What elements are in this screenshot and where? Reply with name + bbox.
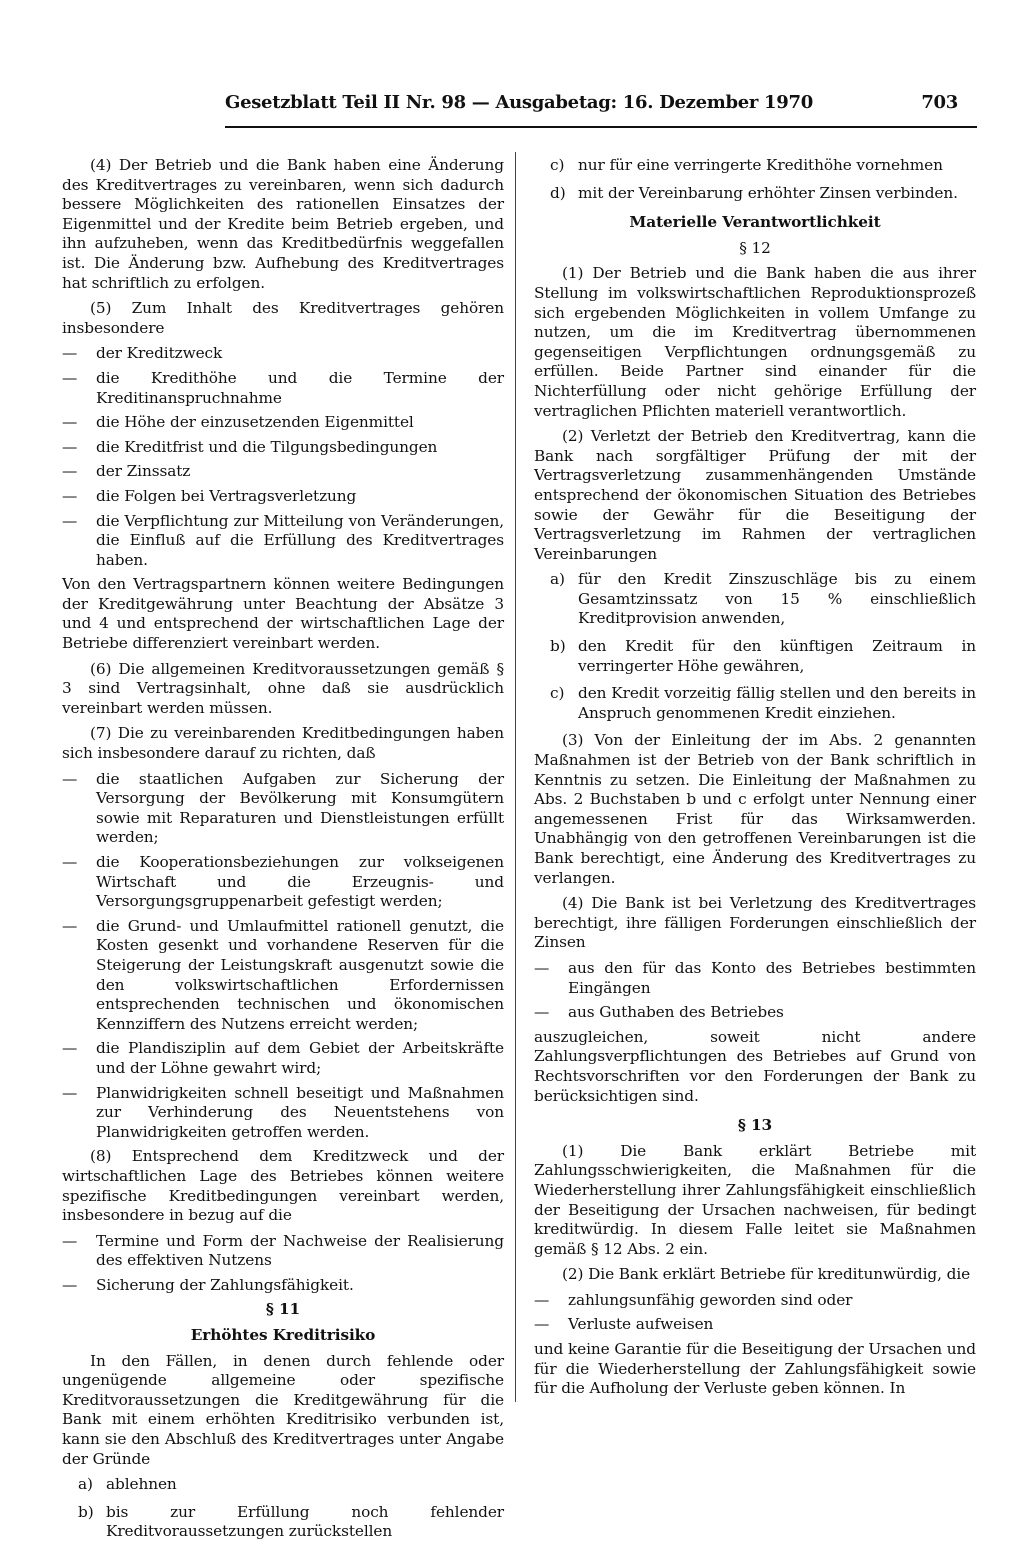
section-13-paragraph-2-list (534, 1291, 976, 1335)
list-item: — die Grund- und Umlaufmittel rationell genutzt, die Kosten gesenkt und vorhandene Reserven für die Steigerung der Leistungskraft ausgenutzt sowie die den volkswirtschaftlichen Erfordernissen entsprechenden technischen und ökonomischen Kennziffern des Nutzens erreicht werden; (62, 916, 504, 1033)
paragraph-5-list (62, 344, 504, 570)
list-item: — die Kooperationsbeziehungen zur volkseigenen Wirtschaft und die Erzeugnis- und Versorgungsgruppenarbeit gefestigt werden; (62, 853, 504, 911)
section-12-paragraph-1: (1) Der Betrieb und die Bank haben die aus ihrer Stellung im volkswirtschaftlichen Reproduktionsprozeß sich ergebenden Möglichkeiten in vollem Umfange zu nutzen, um die im Kreditvertrag übernommenen gegenseitigen Verpflichtungen ordnungsgemäß zu erfüllen. Beide Partner sind einander für die Nichterfüllung oder nicht gehörige Erfüllung der vertraglichen Pflichten materiell verantwortlich. (534, 264, 976, 420)
list-item: — die Höhe der einzusetzenden Eigenmittel (62, 413, 414, 432)
list-item: — aus Guthaben des Betriebes (534, 1003, 784, 1022)
list-item: — der Zinssatz (62, 462, 191, 481)
list-item: b) den Kredit für den künftigen Zeitraum in verringerter Höhe gewähren, (550, 637, 976, 675)
list-item: c) den Kredit vorzeitig fällig stellen und den bereits in Anspruch genommenen Kredit einziehen. (550, 684, 976, 722)
list-item: c) nur für eine verringerte Kredithöhe vornehmen (550, 156, 943, 174)
left-column (62, 156, 504, 1550)
section-11-title: § 11 (265, 1300, 301, 1319)
page-header (225, 92, 970, 113)
page-number: 703 (921, 92, 958, 113)
paragraph-8: (8) Entsprechend dem Kreditzweck und der wirtschaftlichen Lage des Betriebes können weitere spezifische Kreditbedingungen vereinbart werden, insbesondere in bezug auf die (62, 1147, 504, 1225)
list-item: — die Kreditfrist und die Tilgungsbedingungen (62, 437, 438, 456)
paragraph-7-list (62, 770, 504, 1143)
paragraph-7: (7) Die zu vereinbarenden Kreditbedingungen haben sich insbesondere darauf zu richten, daß (62, 724, 504, 763)
paragraph-5-continuation: Von den Vertragspartnern können weitere Bedingungen der Kreditgewährung unter Beachtung der Absätze 3 und 4 und entsprechend der wirtschaftlichen Lage der Betriebe differenziert vereinbart werden. (62, 575, 504, 653)
list-item: — aus den für das Konto des Betriebes bestimmten Eingängen (534, 958, 976, 997)
list-item: d) mit der Vereinbarung erhöhter Zinsen verbinden. (550, 183, 958, 202)
list-item: — die Folgen bei Vertragsverletzung (62, 486, 357, 505)
list-item: — Verluste aufweisen (534, 1315, 714, 1334)
paragraph-4: (4) Der Betrieb und die Bank haben eine Änderung des Kreditvertrages zu vereinbaren, wenn sich dadurch bessere Möglichkeiten des rationellen Einsatzes der Eigenmittel und der Kredite beim Betrieb ergeben, und ihn aufzuheben, wenn das Kreditbedürfnis weggefallen ist. Die Änderung bzw. Aufhebung des Kreditvertrages hat schriftlich zu erfolgen. (62, 156, 504, 292)
list-item: — die staatlichen Aufgaben zur Sicherung der Versorgung der Bevölkerung mit Konsumgütern sowie mit Reparaturen und Dienstleistungen erfüllt werden; (62, 769, 504, 847)
section-12-paragraph-4-list (534, 959, 976, 1023)
section-13-paragraph-2: (2) Die Bank erklärt Betriebe für kreditunwürdig, die (562, 1265, 971, 1284)
section-13-paragraph-2-continuation: und keine Garantie für die Beseitigung der Ursachen und für die Wiederherstellung der Zahlungsfähigkeit sowie für die Aufholung der Verluste geben können. In (534, 1340, 976, 1398)
section-12-paragraph-2-list (534, 570, 976, 723)
header-title: Gesetzblatt Teil II Nr. 98 — Ausgabetag: 16. Dezember 1970 (225, 92, 813, 113)
list-item: a) für den Kredit Zinszuschläge bis zu einem Gesamtzinssatz von 15 % einschließlich Kreditprovision anwenden, (550, 570, 976, 628)
list-item: — die Kredithöhe und die Termine der Kreditinanspruchnahme (62, 368, 504, 407)
section-11-text: In den Fällen, in denen durch fehlende oder ungenügende allgemeine oder spezifische Kreditvoraussetzungen die Kreditgewährung für die Bank mit einem erhöhten Kreditrisiko verbunden ist, kann sie den Abschluß des Kreditvertrages unter Angabe der Gründe (62, 1351, 504, 1468)
section-13-title: § 13 (737, 1116, 773, 1135)
paragraph-5: (5) Zum Inhalt des Kreditvertrages gehören insbesondere (62, 299, 504, 337)
section-11-list-continued (534, 156, 976, 203)
list-item: — zahlungsunfähig geworden sind oder (534, 1290, 853, 1309)
list-item: — der Kreditzweck (62, 344, 223, 363)
paragraph-8-list (62, 1232, 504, 1296)
section-12-paragraph-3: (3) Von der Einleitung der im Abs. 2 genannten Maßnahmen ist der Betrieb von der Bank schriftlich in Kenntnis zu setzen. Die Einleitung der Maßnahmen zu Abs. 2 Buchstaben b und c erfolgt unter Nennung einer angemessenen Frist für das Wirksamwerden. Unabhängig von den getroffenen Vereinbarungen ist die Bank berechtigt, eine Änderung des Kreditvertrages zu verlangen. (534, 731, 976, 887)
section-12-title: § 12 (739, 238, 771, 257)
section-13-paragraph-1: (1) Die Bank erklärt Betriebe mit Zahlungsschwierigkeiten, die Maßnahmen für die Wiederherstellung ihrer Zahlungsfähigkeit einschließlich der Beseitigung der Ursachen nachweisen, für bedingt kreditwürdig. In diesem Falle leitet sie Maßnahmen gemäß § 12 Abs. 2 ein. (534, 1141, 976, 1258)
section-12-paragraph-4: (4) Die Bank ist bei Verletzung des Kreditvertrages berechtigt, ihre fälligen Forderungen einschließlich der Zinsen (534, 894, 976, 952)
right-column (534, 156, 976, 1405)
list-item: — Termine und Form der Nachweise der Realisierung des effektiven Nutzens (62, 1231, 504, 1270)
list-item: — Planwidrigkeiten schnell beseitigt und Maßnahmen zur Verhinderung des Neuentstehens von Planwidrigkeiten getroffen werden. (62, 1083, 504, 1141)
section-11-heading: Erhöhtes Kreditrisiko (190, 1326, 376, 1345)
section-12-paragraph-4-continuation: auszugleichen, soweit nicht andere Zahlungsverpflichtungen des Betriebes auf Grund von Rechtsvorschriften vor den Forderungen der Bank zu berücksichtigen sind. (534, 1027, 976, 1105)
list-item: — Sicherung der Zahlungsfähigkeit. (62, 1275, 354, 1294)
list-item: b) bis zur Erfüllung noch fehlender Kreditvoraussetzungen zurückstellen (78, 1502, 504, 1541)
list-item: — die Plandisziplin auf dem Gebiet der Arbeitskräfte und der Löhne gewahrt wird; (62, 1039, 504, 1077)
column-divider (515, 152, 516, 1402)
responsibility-heading: Materielle Verantwortlichkeit (629, 213, 881, 232)
section-11-list (62, 1475, 504, 1542)
section-12-paragraph-2: (2) Verletzt der Betrieb den Kreditvertrag, kann die Bank nach sorgfältiger Prüfung der mit der Vertragsverletzung zusammenhängenden Umstände entsprechend der ökonomischen Situation des Betriebes sowie der Gewähr für die Beseitigung der Vertragsverletzung im Rahmen der vertraglichen Vereinbarungen (534, 427, 976, 563)
list-item: a) ablehnen (78, 1475, 177, 1494)
list-item: — die Verpflichtung zur Mitteilung von Veränderungen, die Einfluß auf die Erfüllung des Kreditvertrages haben. (62, 511, 504, 569)
header-rule (225, 126, 977, 128)
paragraph-6: (6) Die allgemeinen Kreditvoraussetzungen gemäß § 3 sind Vertragsinhalt, ohne daß sie ausdrücklich vereinbart werden müssen. (62, 659, 504, 717)
